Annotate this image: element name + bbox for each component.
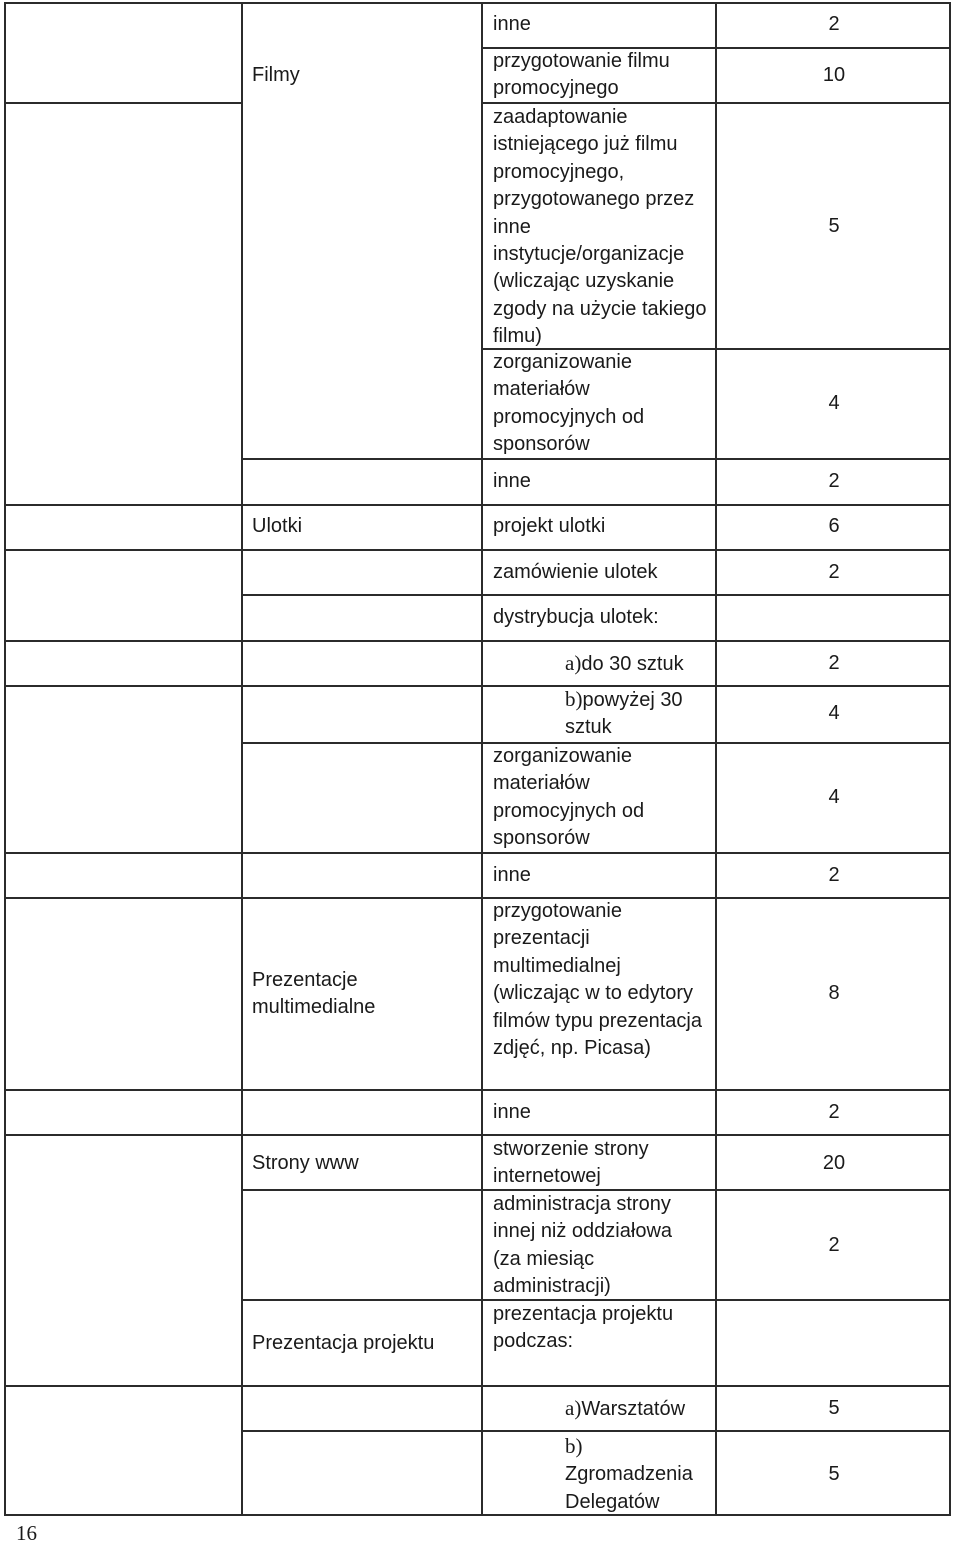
category-prezentacja-projektu: Prezentacja projektu [252, 1332, 435, 1354]
list-item [565, 1395, 685, 1423]
activity-text: inne [493, 13, 531, 35]
points-value: 2 [828, 13, 840, 35]
page-number: 16 [16, 1521, 37, 1545]
points-value: 2 [828, 561, 840, 583]
list-marker: a) [565, 1396, 582, 1420]
points-value: 2 [828, 652, 840, 674]
list-marker: a) [565, 651, 582, 675]
activity-text: przygotowanie prezentacji multimedialnej (wliczając w to edytory filmów typu prezentacja zdjęć, np. Picasa) [493, 900, 702, 1060]
activity-text: Warsztatów [581, 1398, 686, 1420]
points-value: 20 [822, 1152, 846, 1174]
activity-text: zorganizowanie materiałów promocyjnych od sponsorów [493, 745, 645, 850]
activity-text: Zgromadzenia Delegatów [565, 1463, 693, 1513]
points-value: 2 [828, 1101, 840, 1123]
category-ulotki: Ulotki [252, 515, 303, 537]
activity-text: zamówienie ulotek [493, 561, 658, 583]
category-strony-www: Strony www [252, 1152, 359, 1174]
list-marker: b) [565, 1434, 583, 1458]
points-value: 2 [828, 1234, 840, 1256]
activity-text: stworzenie strony internetowej [493, 1138, 649, 1188]
points-value: 4 [828, 786, 840, 808]
list-item [565, 650, 684, 678]
activity-text: przygotowanie filmu promocyjnego [493, 50, 670, 100]
points-value: 5 [828, 1463, 840, 1485]
activity-text: administracja strony innej niż oddziałowa (za miesiąc administracji) [493, 1193, 673, 1298]
points-value: 6 [828, 515, 840, 537]
list-item [565, 686, 705, 742]
category-filmy: Filmy [252, 64, 300, 86]
points-value: 10 [822, 64, 846, 86]
activity-text: prezentacja projektu podczas: [493, 1303, 674, 1353]
activity-text: inne [493, 1101, 531, 1123]
activity-text: zaadaptowanie istniejącego już filmu promocyjnego, przygotowanego przez inne instytucje/organizacje (wliczając uzyskanie zgody na użycie takiego filmu) [493, 106, 707, 348]
list-item [565, 1433, 705, 1516]
points-value: 2 [828, 470, 840, 492]
activity-text: dystrybucja ulotek: [493, 606, 659, 628]
points-value: 5 [828, 1397, 840, 1419]
activity-text: projekt ulotki [493, 515, 606, 537]
activity-text: powyżej 30 sztuk [565, 689, 683, 739]
list-marker: b) [565, 687, 583, 711]
points-value: 2 [828, 864, 840, 886]
points-value: 8 [828, 982, 840, 1004]
activity-text: zorganizowanie materiałów promocyjnych od sponsorów [493, 351, 645, 456]
points-value: 4 [828, 392, 840, 414]
category-prezentacje-multimedialne: Prezentacje multimedialne [252, 969, 376, 1019]
activity-text: inne [493, 864, 531, 886]
activity-text: inne [493, 470, 531, 492]
activity-text: do 30 sztuk [581, 653, 684, 675]
points-value: 5 [828, 215, 840, 237]
points-value: 4 [828, 702, 840, 724]
